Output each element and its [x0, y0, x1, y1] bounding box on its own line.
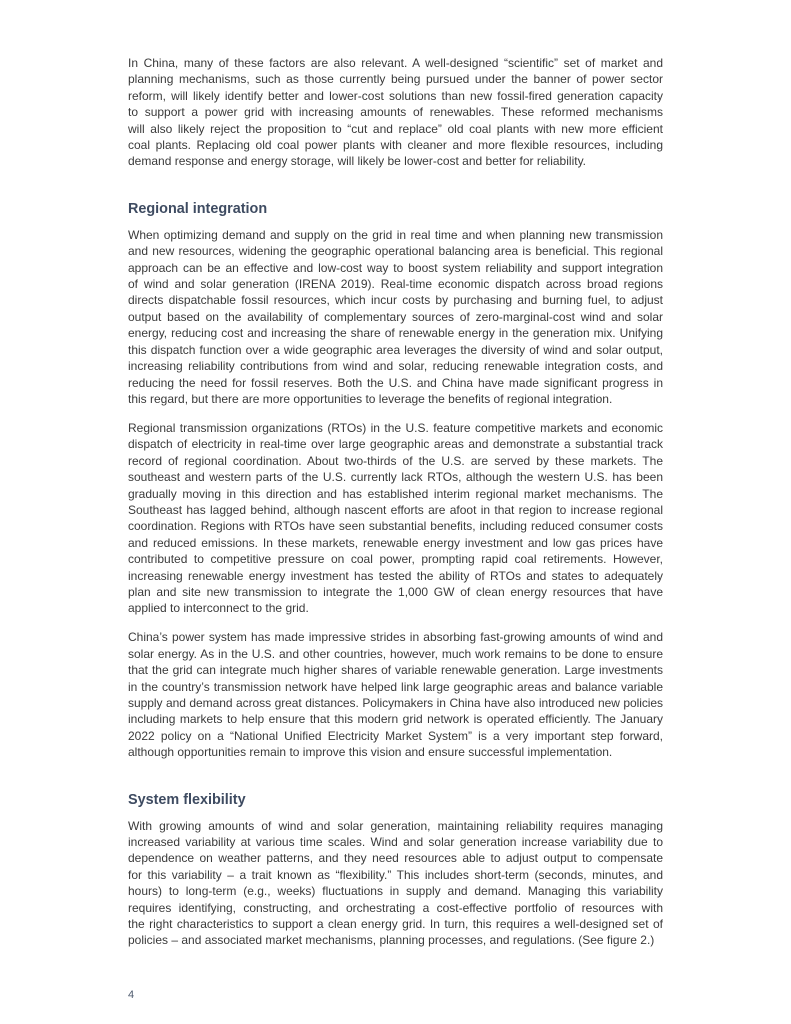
paragraph-line: reducing the need for fossil reserves. Both the U.S. and China have made significant progress in	[128, 375, 663, 390]
paragraph-line: 2022 policy on a “National Unified Electricity Market System” is a very important step forward,	[128, 728, 663, 743]
paragraph-line: With growing amounts of wind and solar generation, maintaining reliability requires managing	[128, 818, 663, 833]
paragraph-line: coal plants. Replacing old coal power plants with cleaner and more flexible resources, including	[128, 138, 663, 153]
paragraph-line: Regional transmission organizations (RTOs) in the U.S. feature competitive markets and economic	[128, 420, 663, 435]
paragraph-line: output based on the availability of complementary sources of zero-marginal-cost wind and solar	[128, 309, 663, 324]
paragraph-intro	[128, 55, 663, 170]
paragraph-line: dependence on weather patterns, and they need resources able to adjust output to compensate	[128, 851, 663, 866]
paragraph-line: demand response and energy storage, will likely be lower-cost and better for reliability.	[128, 154, 587, 169]
paragraph-line: the right characteristics to support a clean energy grid. In turn, this requires a well-designed set of	[128, 917, 663, 932]
page-content	[128, 55, 663, 961]
paragraph-line: coordination. Regions with RTOs have seen substantial benefits, including reduced consumer costs	[128, 519, 663, 534]
paragraph-line: Southeast has lagged behind, although nascent efforts are afoot in that region to increase regional	[128, 502, 663, 517]
paragraph-line: for this variability – a trait known as “flexibility.” This includes short-term (seconds, minutes, and	[128, 867, 663, 882]
paragraph-china-power-system	[128, 629, 663, 760]
paragraph-line: and new resources, widening the geographic operational balancing area is beneficial. This regional	[128, 244, 663, 259]
paragraph-line: plan and site new transmission to integrate the 1,000 GW of clean energy resources that have	[128, 584, 663, 599]
paragraph-line: although opportunities remain to improve this vision and ensure successful implementation.	[128, 745, 613, 760]
paragraph-line: dispatch of electricity in real-time over large geographic areas and demonstrate a substantial track	[128, 437, 663, 452]
paragraph-line: solar energy. As in the U.S. and other countries, however, much work remains to be done to ensure	[128, 646, 663, 661]
paragraph-line: that the grid can integrate much higher shares of variable renewable generation. Large investments	[128, 663, 663, 678]
paragraph-line: southeast and western parts of the U.S. currently lack RTOs, although the western U.S. has been	[128, 470, 663, 485]
paragraph-line: this regard, but there are more opportunities to leverage the benefits of regional integration.	[128, 391, 613, 406]
paragraph-line: hours) to long-term (e.g., weeks) fluctuations in supply and demand. Managing this variability	[128, 884, 663, 899]
paragraph-line: directs dispatchable fossil resources, which incur costs by purchasing and burning fuel, to adjust	[128, 293, 663, 308]
paragraph-line: approach can be an effective and low-cost way to boost system reliability and support integration	[128, 260, 663, 275]
paragraph-line: reform, will likely identify better and lower-cost solutions than new fossil-fired generation capacity	[128, 88, 663, 103]
paragraph-regional-balancing	[128, 227, 663, 407]
paragraph-line: gradually moving in this direction and has established interim regional market mechanisms. The	[128, 486, 663, 501]
paragraph-system-flexibility	[128, 818, 663, 949]
paragraph-line: planning mechanisms, such as those currently being pursued under the banner of power sector	[128, 72, 663, 87]
paragraph-line: When optimizing demand and supply on the grid in real time and when planning new transmission	[128, 227, 663, 242]
paragraph-line: China’s power system has made impressive strides in absorbing fast-growing amounts of wind and	[128, 630, 663, 645]
section-heading-regional-integration: Regional integration	[128, 200, 268, 217]
paragraph-line: contributed to competitive pressure on coal power, prompting rapid coal retirements. However,	[128, 552, 663, 567]
paragraph-line: will also likely reject the proposition to “cut and replace” old coal plants with new more efficient	[128, 121, 663, 136]
paragraph-line: and reduced emissions. In these markets, renewable energy investment and low gas prices have	[128, 535, 663, 550]
paragraph-line: requires identifying, constructing, and orchestrating a cost-effective portfolio of resources with	[128, 900, 663, 915]
paragraph-line: increasing reliability contributions from wind and solar, reducing renewable integration costs, and	[128, 359, 663, 374]
paragraph-rtos	[128, 420, 663, 617]
paragraph-line: this dispatch function over a wide geographic area leverages the diversity of wind and solar output,	[128, 342, 663, 357]
paragraph-line: energy, reducing cost and increasing the share of renewable energy in the generation mix. Unifying	[128, 326, 663, 341]
paragraph-line: increasing renewable energy investment has tested the ability of RTOs and states to adequately	[128, 568, 663, 583]
paragraph-line: applied to interconnect to the grid.	[128, 601, 309, 616]
page-number: 4	[128, 989, 135, 1001]
paragraph-line: increased variability at various time scales. Wind and solar generation increase variability due to	[128, 835, 663, 850]
paragraph-line: policies – and associated market mechanisms, planning processes, and regulations. (See figure 2.)	[128, 933, 655, 948]
paragraph-line: to support a power grid with increasing amounts of renewables. These reformed mechanisms	[128, 105, 663, 120]
paragraph-line: In China, many of these factors are also relevant. A well-designed “scientific” set of market and	[128, 56, 663, 70]
section-heading-system-flexibility: System flexibility	[128, 791, 246, 808]
paragraph-line: of wind and solar generation (IRENA 2019). Real-time economic dispatch across broad regions	[128, 277, 663, 292]
paragraph-line: record of regional coordination. About two-thirds of the U.S. are served by these markets. The	[128, 453, 663, 468]
paragraph-line: in the country’s transmission network have helped link large geographic areas and balance variable	[128, 679, 663, 694]
paragraph-line: supply and demand across great distances. Policymakers in China have also introduced new policies	[128, 696, 663, 710]
paragraph-line: including markets to help ensure that this modern grid network is operated efficiently. The January	[128, 712, 663, 727]
